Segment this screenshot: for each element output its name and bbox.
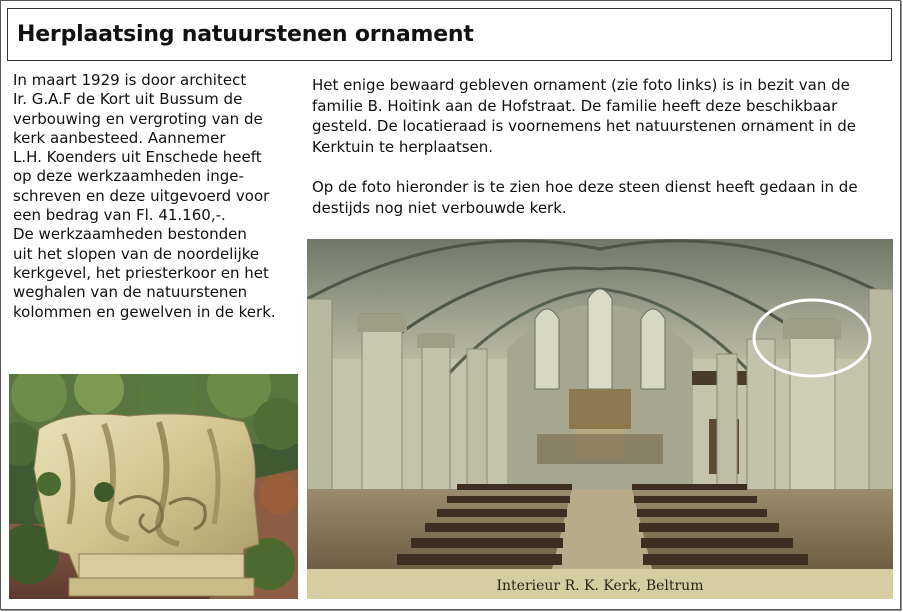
- left-line: kerk aanbesteed. Aannemer: [13, 128, 226, 147]
- title-box: [7, 8, 892, 61]
- right-paragraph-2: [312, 177, 887, 218]
- ornament-photo-image: [9, 374, 298, 599]
- ornament-photo: [9, 374, 298, 599]
- left-line: op deze werkzaamheden inge-: [13, 167, 244, 186]
- left-text-column: [13, 71, 303, 322]
- page-title: Herplaatsing natuurstenen ornament: [17, 22, 474, 47]
- right-line: familie B. Hoitink aan de Hofstraat. De familie heeft deze beschikbaar: [312, 96, 838, 115]
- church-interior-photo: [307, 239, 893, 599]
- right-text-column: [312, 75, 887, 238]
- left-line: kolommen en gewelven in de kerk.: [13, 302, 276, 321]
- left-line: kerkgevel, het priesterkoor en het: [13, 263, 269, 282]
- left-line: In maart 1929 is door architect: [13, 71, 247, 89]
- left-line: De werkzaamheden bestonden: [13, 225, 247, 244]
- left-line: uit het slopen van de noordelijke: [13, 244, 260, 263]
- photo-caption: Interieur R. K. Kerk, Beltrum: [496, 578, 704, 594]
- left-line: Ir. G.A.F de Kort uit Bussum de: [13, 90, 243, 109]
- left-line: schreven en deze uitgevoerd voor: [13, 186, 270, 205]
- left-line: L.H. Koenders uit Enschede heeft: [13, 148, 262, 167]
- left-line: verbouwing en vergroting van de: [13, 109, 263, 128]
- right-line: destijds nog niet verbouwde kerk.: [312, 198, 567, 217]
- right-paragraph-1: [312, 75, 887, 157]
- right-line: gesteld. De locatieraad is voornemens het natuurstenen ornament in de: [312, 117, 856, 135]
- right-line: Het enige bewaard gebleven ornament (zie foto links) is in bezit van de: [312, 76, 850, 94]
- right-line: Op de foto hieronder is te zien hoe deze steen dienst heeft gedaan in de: [312, 178, 858, 196]
- left-line: weghalen van de natuurstenen: [13, 283, 248, 302]
- left-line: een bedrag van Fl. 41.160,-.: [13, 206, 226, 225]
- right-line: Kerktuin te herplaatsen.: [312, 137, 494, 156]
- church-interior-image: [307, 239, 893, 599]
